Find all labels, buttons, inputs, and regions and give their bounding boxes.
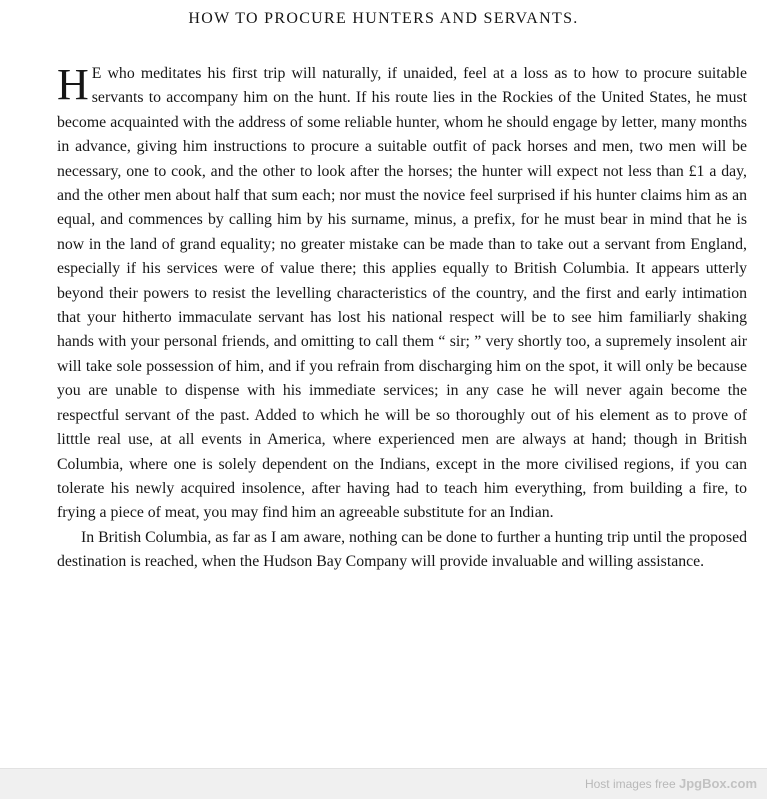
footer-brand-link[interactable]: JpgBox.com	[678, 776, 757, 791]
paragraph-2: In British Columbia, as far as I am aware, nothing can be done to further a hunting trip until the proposed destination is reached, when the Hudson Bay Company will provide invaluable and willing assistance.	[57, 528, 747, 571]
footer-prefix: Host images free	[584, 777, 676, 791]
host-footer-credit[interactable]	[585, 776, 757, 791]
drop-cap: H	[57, 60, 89, 109]
article-body	[57, 62, 747, 575]
page-title: HOW TO PROCURE HUNTERS AND SERVANTS.	[188, 10, 579, 27]
host-footer-bar	[0, 768, 767, 799]
paragraph-1	[57, 62, 747, 526]
paragraph-1-text: E who meditates his first trip will naturally, if unaided, feel at a loss as to how to procure suitable servants to accompany him on the hunt. If his route lies in the Rockies of the United States, he must become acquainted with the address of some reliable hunter, whom he should engage by letter, many months in advance, giving him instructions to procure a suitable outfit of pack horses and men, two men will be necessary, one to cook, and the other to look after the horses; the hunter will expect not less than £1 a day, and the other men about half that sum each; nor must the novice feel surprised if his hunter claims him as an equal, and commences by calling him by his surname, minus, a prefix, for he must bear in mind that he is now in the land of grand equality; no greater mistake can be made than to take out a servant from England, especially if his services were of value there; this applies equally to British Columbia. It appears utterly beyond their powers to resist the levelling characteristics of the country, and the first and early intimation that your hitherto immaculate servant has lost his national respect will be to see him familiarly shaking hands with your personal friends, and omitting to call them “ sir; ” very shortly too, a supremely insolent air will take sole possession of him, and if you refrain from discharging him on the spot, it will only be because you are unable to dispense with his immediate services; in any case he will never again become the respectful servant of the past. Added to which he will be so thoroughly out of his element as to prove of litttle real use, at all events in America, where experienced men are always at hand; though in British Columbia, where one is solely dependent on the Indians, except in the more civilised regions, if you can tolerate his newly acquired insolence, after having had to teach him everything, from building a fire, to frying a piece of meat, you may find him an agreeable substitute for an Indian.	[57, 65, 747, 522]
